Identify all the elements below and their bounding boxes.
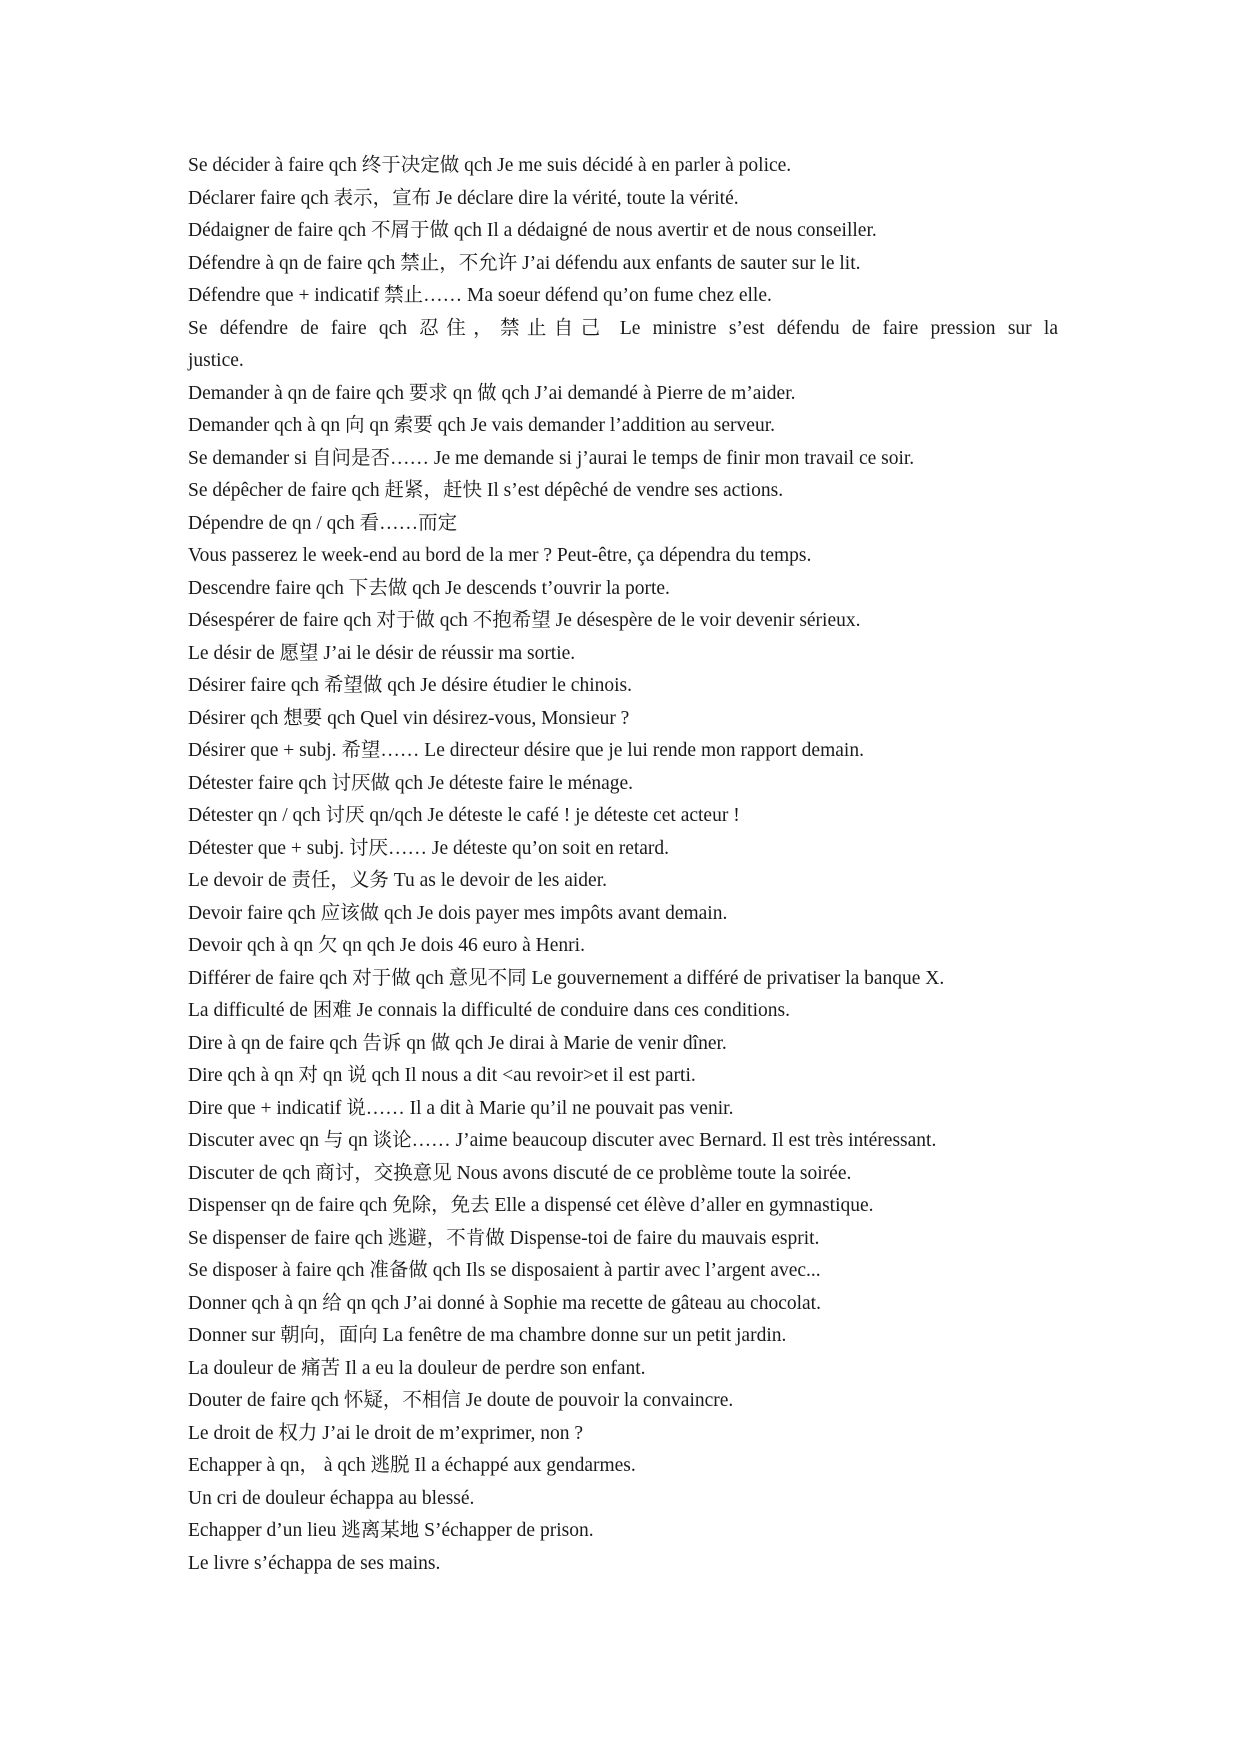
text-line: Le devoir de 责任，义务 Tu as le devoir de les aider.: [188, 870, 607, 891]
text-line: Détester qn / qch 讨厌 qn/qch Je déteste le café ! je déteste cet acteur !: [188, 805, 740, 826]
text-line: Le droit de 权力 J’ai le droit de m’exprimer, non ?: [188, 1422, 584, 1444]
text-line: Douter de faire qch 怀疑，不相信 Je doute de pouvoir la convaincre.: [188, 1390, 734, 1411]
text-line: Dédaigner de faire qch 不屑于做 qch Il a dédaigné de nous avertir et de nous conseiller.: [188, 220, 877, 241]
document-body: [188, 150, 1058, 1580]
text-line: Discuter de qch 商讨，交换意见 Nous avons discuté de ce problème toute la soirée.: [188, 1162, 852, 1184]
text-line: Dire qch à qn 对 qn 说 qch Il nous a dit <au revoir>et il est parti.: [188, 1065, 696, 1086]
text-line: Se décider à faire qch 终于决定做 qch Je me suis décidé à en parler à police.: [188, 155, 792, 176]
text-line: Le livre s’échappa de ses mains.: [188, 1552, 441, 1574]
text-line: Demander qch à qn 向 qn 索要 qch Je vais demander l’addition au serveur.: [188, 415, 775, 436]
text-line: Se disposer à faire qch 准备做 qch Ils se disposaient à partir avec l’argent avec...: [188, 1260, 821, 1281]
text-line: Détester faire qch 讨厌做 qch Je déteste faire le ménage.: [188, 772, 634, 794]
text-line: Dire que + indicatif 说…… Il a dit à Marie qu’il ne pouvait pas venir.: [188, 1097, 734, 1119]
text-line: Se défendre de faire qch 忍住，禁止自己 Le ministre s’est défendu de faire pression sur la: [188, 317, 1058, 339]
text-line: Désirer faire qch 希望做 qch Je désire étudier le chinois.: [188, 675, 633, 696]
text-line: Discuter avec qn 与 qn 谈论…… J’aime beaucoup discuter avec Bernard. Il est très intéressant.: [188, 1130, 937, 1151]
text-line: Défendre que + indicatif 禁止…… Ma soeur défend qu’on fume chez elle.: [188, 285, 772, 306]
text-line: Détester que + subj. 讨厌…… Je déteste qu’on soit en retard.: [188, 837, 670, 859]
text-line: Déclarer faire qch 表示，宣布 Je déclare dire la vérité, toute la vérité.: [188, 187, 739, 209]
text-line: Désirer que + subj. 希望…… Le directeur désire que je lui rende mon rapport demain.: [188, 740, 864, 761]
text-line: Le désir de 愿望 J’ai le désir de réussir ma sortie.: [188, 642, 576, 664]
text-line: Devoir faire qch 应该做 qch Je dois payer mes impôts avant demain.: [188, 902, 728, 924]
text-line: Désespérer de faire qch 对于做 qch 不抱希望 Je désespère de le voir devenir sérieux.: [188, 610, 861, 631]
text-line: Vous passerez le week-end au bord de la mer ? Peut-être, ça dépendra du temps.: [188, 545, 812, 566]
text-line: justice.: [188, 350, 244, 371]
text-line: Dire à qn de faire qch 告诉 qn 做 qch Je dirai à Marie de venir dîner.: [188, 1032, 727, 1054]
text-line: Dispenser qn de faire qch 免除，免去 Elle a dispensé cet élève d’aller en gymnastique.: [188, 1195, 874, 1216]
text-line: La difficulté de 困难 Je connais la difficulté de conduire dans ces conditions.: [188, 1000, 790, 1021]
text-line: Donner qch à qn 给 qn qch J’ai donné à Sophie ma recette de gâteau au chocolat.: [188, 1292, 821, 1314]
text-line: Echapper d’un lieu 逃离某地 S’échapper de prison.: [188, 1520, 594, 1541]
text-line: Se dépêcher de faire qch 赶紧，赶快 Il s’est dépêché de vendre ses actions.: [188, 480, 784, 501]
text-line: Devoir qch à qn 欠 qn qch Je dois 46 euro à Henri.: [188, 935, 585, 956]
text-line: Désirer qch 想要 qch Quel vin désirez-vous, Monsieur ?: [188, 707, 630, 729]
text-line: Echapper à qn， à qch 逃脱 Il a échappé aux gendarmes.: [188, 1455, 636, 1476]
text-line: Donner sur 朝向，面向 La fenêtre de ma chambre donne sur un petit jardin.: [188, 1325, 787, 1346]
text-line: La douleur de 痛苦 Il a eu la douleur de perdre son enfant.: [188, 1357, 646, 1379]
text-line: Se demander si 自问是否…… Je me demande si j’aurai le temps de finir mon travail ce soir.: [188, 447, 915, 469]
text-line: Dépendre de qn / qch 看……而定: [188, 512, 458, 534]
text-line: Un cri de douleur échappa au blessé.: [188, 1487, 475, 1509]
text-line: Se dispenser de faire qch 逃避，不肯做 Dispense-toi de faire du mauvais esprit.: [188, 1227, 820, 1249]
text-line: Descendre faire qch 下去做 qch Je descends t’ouvrir la porte.: [188, 577, 670, 599]
text-line: Différer de faire qch 对于做 qch 意见不同 Le gouvernement a différé de privatiser la banque X.: [188, 967, 945, 989]
text-line: Défendre à qn de faire qch 禁止，不允许 J’ai défendu aux enfants de sauter sur le lit.: [188, 252, 861, 274]
text-line: Demander à qn de faire qch 要求 qn 做 qch J’ai demandé à Pierre de m’aider.: [188, 382, 796, 404]
